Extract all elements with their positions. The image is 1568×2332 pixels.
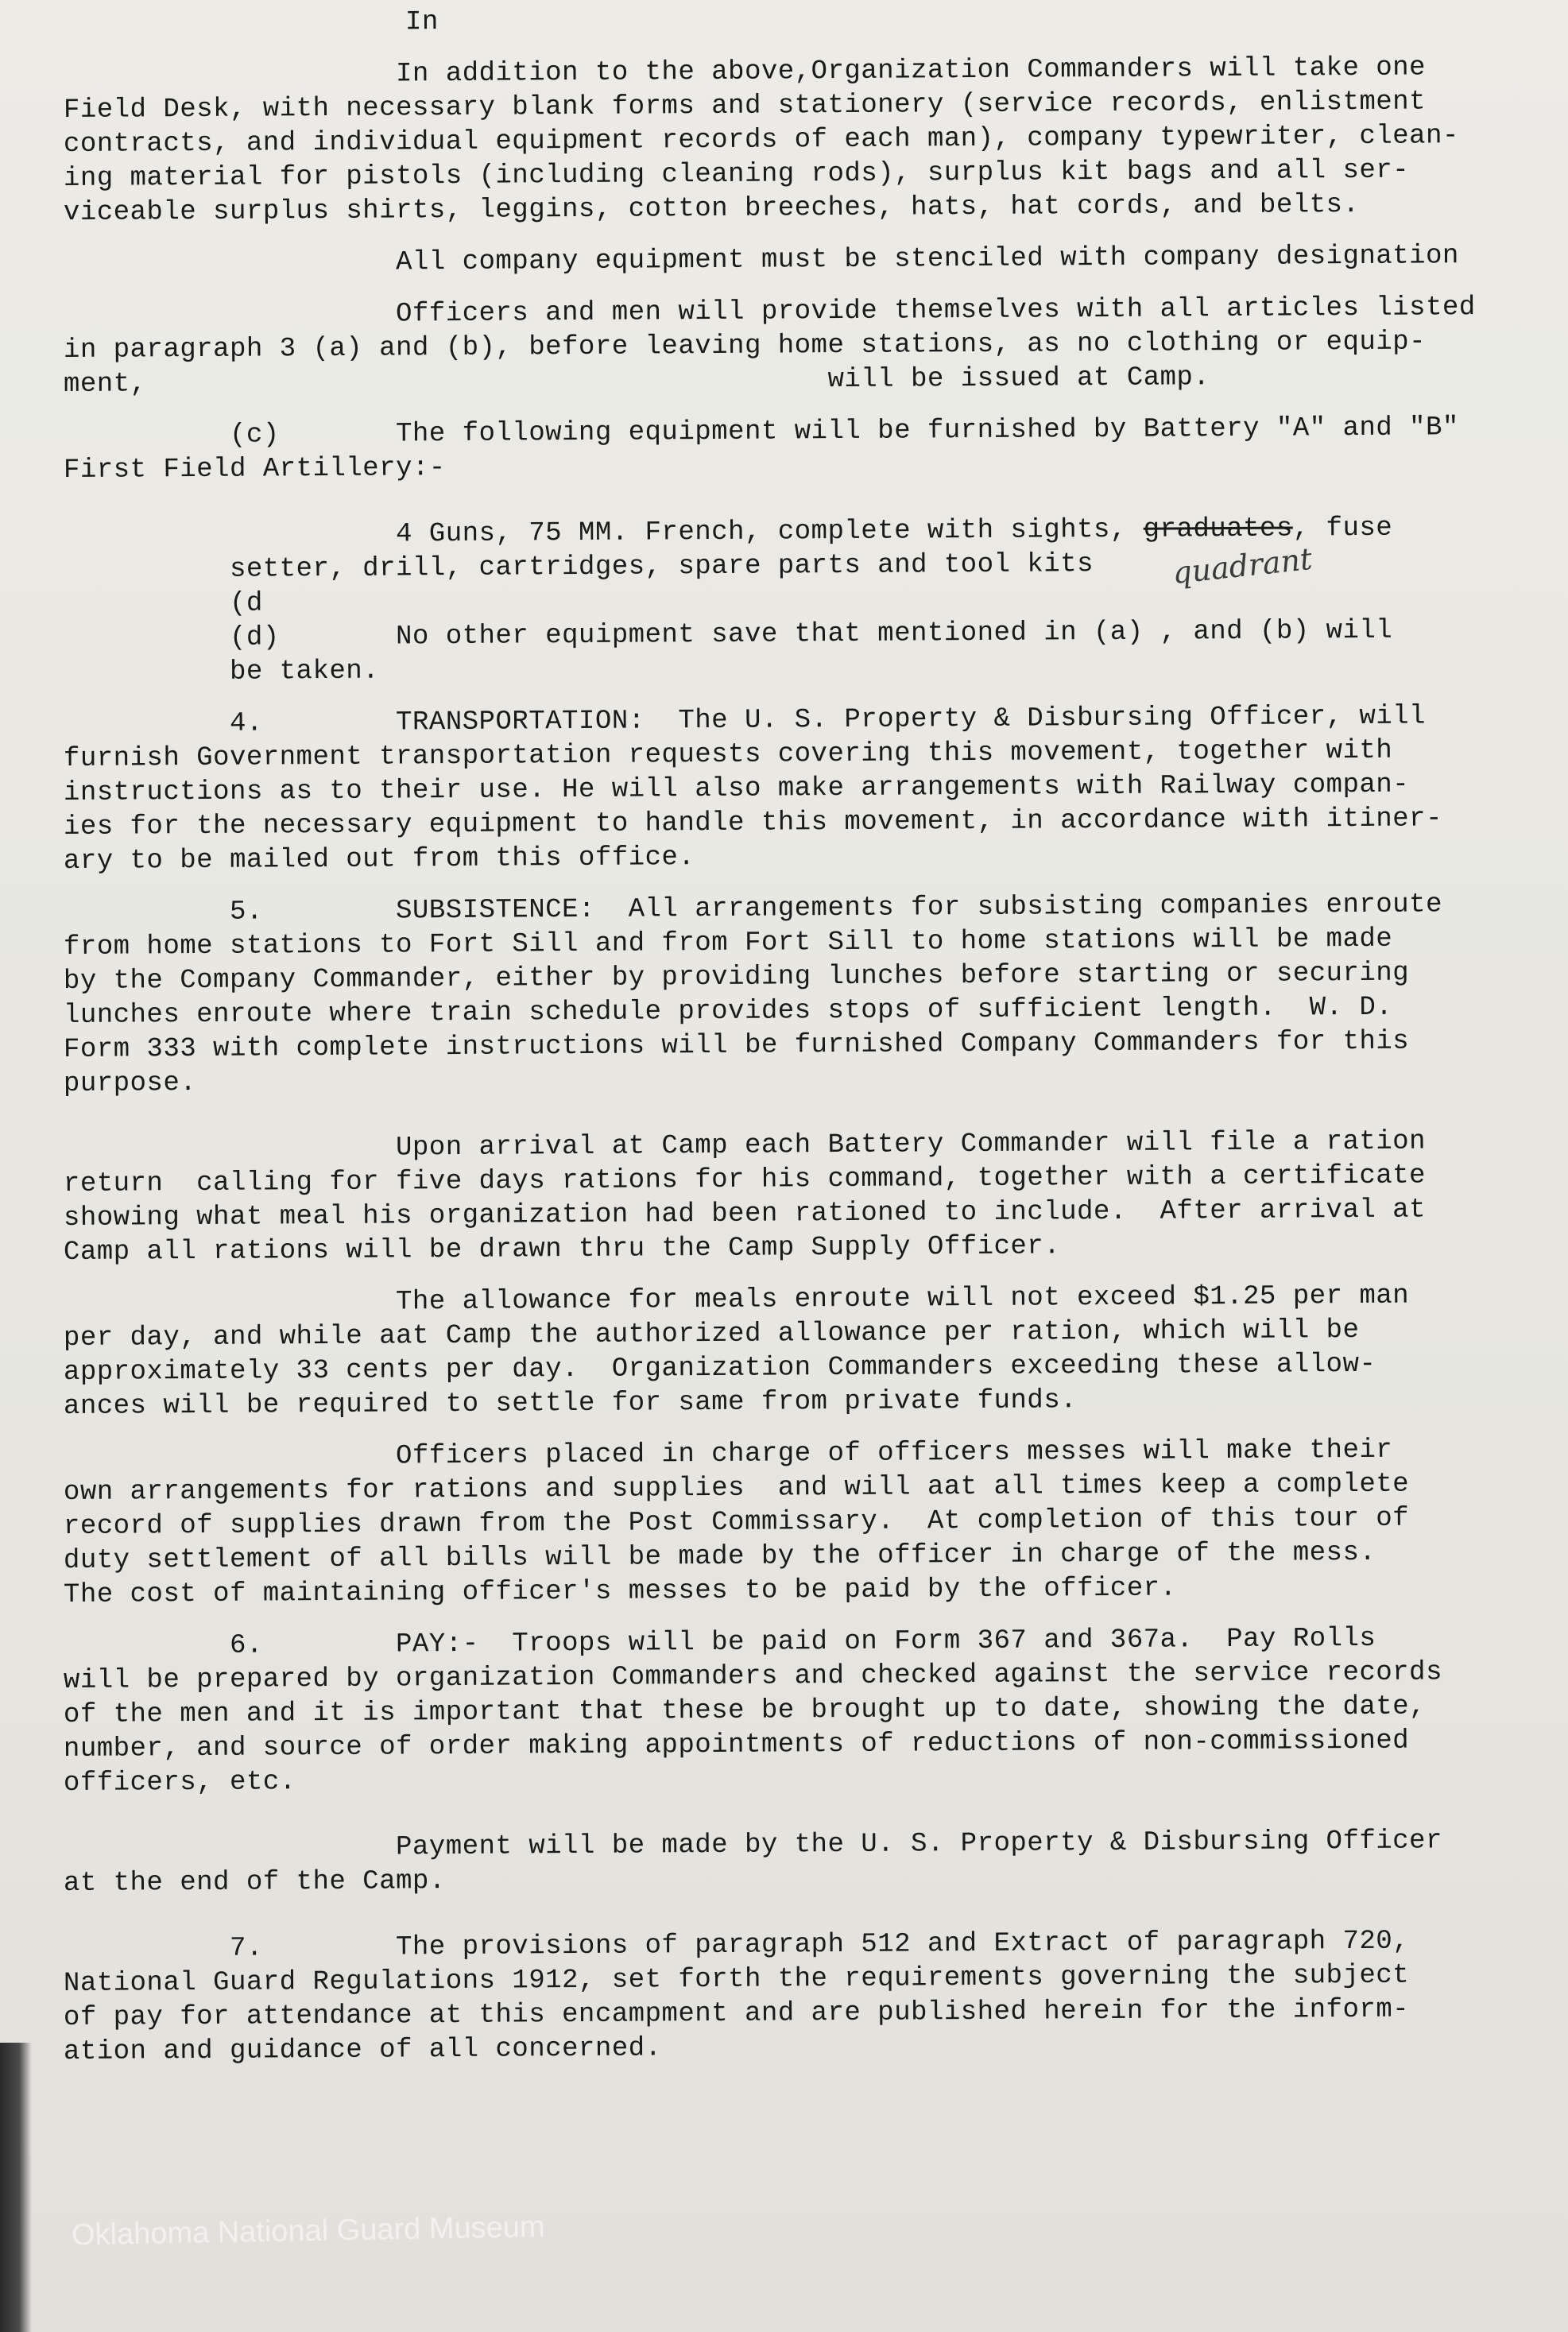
text-line: instructions as to their use. He will also make arrangements with Railway compan-	[63, 769, 1410, 808]
text-line: ation and guidance of all concerned.	[63, 2033, 662, 2067]
text-line: 7. The provisions of paragraph 512 and Extract of paragraph 720,	[63, 1926, 1410, 1965]
text-line: officers, etc.	[63, 1767, 296, 1799]
text-line: furnish Government transportation requests covering this movement, together with	[63, 735, 1393, 774]
text-line: 4 Guns, 75 MM. French, complete with sights, graduates, fuse	[63, 513, 1393, 552]
text-line: record of supplies drawn from the Post Commissary. At completion of this tour of	[63, 1503, 1410, 1542]
text-line: The cost of maintaining officer's messes to be paid by the officer.	[63, 1573, 1177, 1610]
text-line: own arrangements for rations and supplies and will aat all times keep a complete	[63, 1469, 1410, 1508]
text-line: National Guard Regulations 1912, set forth the requirements governing the subject	[63, 1960, 1410, 1999]
text-line: of the men and it is important that these be brought up to date, showing the date,	[63, 1691, 1427, 1730]
text-line: approximately 33 cents per day. Organization Commanders exceeding these allow-	[63, 1349, 1376, 1388]
text-line: setter, drill, cartridges, spare parts and tool kits	[63, 549, 1094, 586]
text-line: at the end of the Camp.	[63, 1866, 446, 1899]
text-line: ances will be required to settle for same from private funds.	[63, 1385, 1078, 1422]
text-line: of pay for attendance at this encampment and are published herein for the inform-	[63, 1994, 1410, 2033]
text-line: be taken.	[63, 656, 380, 688]
text-line: Officers placed in charge of officers messes will make their	[63, 1435, 1393, 1474]
text-line: lunches enroute where train schedule provides stops of sufficient length. W. D.	[63, 992, 1393, 1031]
handwritten-annotation: quadrant	[1171, 540, 1314, 591]
text-line: showing what meal his organization had been rationed to include. After arrival at	[63, 1195, 1427, 1234]
text-line: Camp all rations will be drawn thru the Camp Supply Officer.	[63, 1231, 1061, 1268]
text-line: Upon arrival at Camp each Battery Commander will file a ration	[63, 1126, 1427, 1165]
text-line: ing material for pistols (including cleaning rods), surplus kit bags and all ser-	[63, 155, 1410, 194]
text-line: 5. SUBSISTENCE: All arrangements for subsisting companies enroute	[63, 889, 1443, 928]
text-line: ies for the necessary equipment to handle this movement, in accordance with itiner-	[63, 804, 1443, 843]
page-edge-shadow	[0, 2043, 32, 2332]
text-line: 6. PAY:- Troops will be paid on Form 367 and 367a. Pay Rolls	[63, 1623, 1376, 1662]
text-line: Officers and men will provide themselves with all articles listed	[63, 292, 1476, 331]
text-line: Payment will be made by the U. S. Property & Disbursing Officer	[63, 1826, 1443, 1865]
text-line: First Field Artillery:-	[63, 453, 446, 486]
text-line: (d	[63, 588, 263, 620]
text-line: per day, and while aat Camp the authorized allowance per ration, which will be	[63, 1315, 1360, 1354]
text-line: The allowance for meals enroute will not exceed $1.25 per man	[63, 1280, 1410, 1319]
text-line: by the Company Commander, either by providing lunches before starting or securing	[63, 958, 1410, 997]
text-line: (c) The following equipment will be furnished by Battery "A" and "B"	[63, 413, 1459, 451]
text-line: (d) No other equipment save that mentioned in (a) , and (b) will	[63, 615, 1393, 654]
struck-word: graduates	[1143, 513, 1293, 545]
text-line: 4. TRANSPORTATION: The U. S. Property & Disbursing Officer, will	[63, 701, 1427, 740]
text-line: purpose.	[63, 1067, 197, 1099]
document-lines	[64, 42, 1558, 2070]
watermark: Oklahoma National Guard Museum	[71, 2210, 545, 2253]
text-line: will be prepared by organization Commanders and checked against the service records	[63, 1657, 1443, 1696]
text-line: return calling for five days rations for his command, together with a certificate	[63, 1160, 1427, 1199]
text-line: In addition to the above,Organization Commanders will take one	[63, 52, 1427, 91]
text-line: from home stations to Fort Sill and from Fort Sill to home stations will be made	[63, 924, 1393, 963]
text-line: ment, will be issued at Camp.	[63, 362, 1210, 400]
text-line: contracts, and individual equipment records of each man), company typewriter, clean-	[63, 121, 1459, 160]
text-line: ary to be mailed out from this office.	[63, 843, 695, 877]
text-line: Field Desk, with necessary blank forms and stationery (service records, enlistment	[63, 87, 1427, 126]
text-line: All company equipment must be stenciled with company designation	[63, 241, 1459, 280]
text-line: viceable surplus shirts, leggins, cotton breeches, hats, hat cords, and belts.	[63, 190, 1360, 228]
text-line: Form 333 with complete instructions will be furnished Company Commanders for this	[63, 1026, 1410, 1065]
document-body	[64, 8, 1558, 2070]
header-fragment: In	[405, 7, 439, 38]
text-line: duty settlement of all bills will be made by the officer in charge of the mess.	[63, 1537, 1376, 1576]
text-line: number, and source of order making appointments of reductions of non-commissioned	[63, 1726, 1410, 1764]
text-line: in paragraph 3 (a) and (b), before leaving home stations, as no clothing or equip-	[63, 327, 1427, 366]
